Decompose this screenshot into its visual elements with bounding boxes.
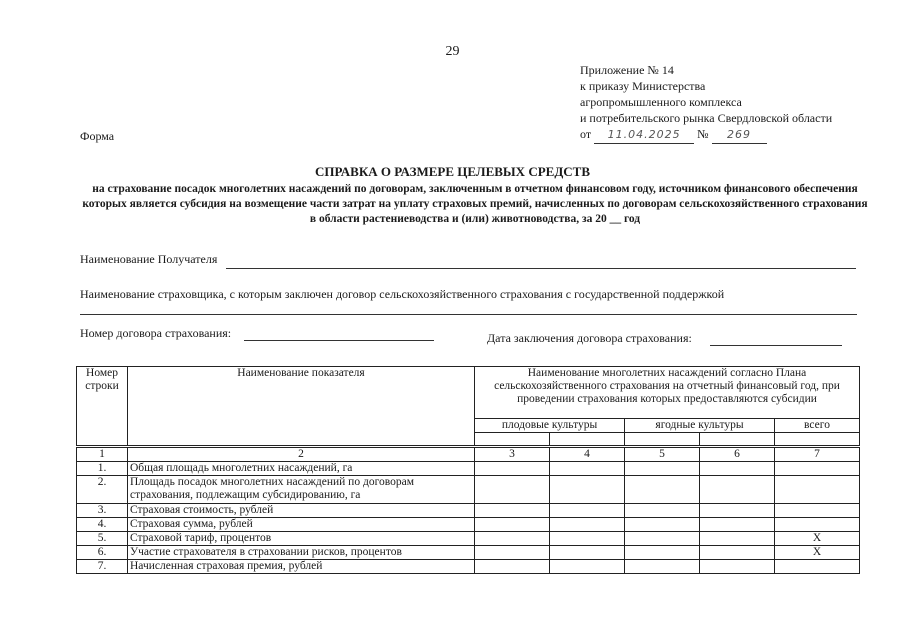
table-cell[interactable] [625,560,700,574]
row-number: 1. [77,462,128,476]
row-label: Страховой тариф, процентов [128,532,475,546]
row-number: 6. [77,546,128,560]
table-cell[interactable]: X [775,532,860,546]
table-cell[interactable] [625,518,700,532]
table-cell[interactable] [700,462,775,476]
header-total: всего [775,419,860,433]
table-cell[interactable] [700,560,775,574]
row-label: Общая площадь многолетних насаждений, га [128,462,475,476]
table-row [77,462,860,476]
appendix-line-1: Приложение № 14 [580,63,674,77]
col-number: 5 [625,447,700,462]
table-row [77,560,860,574]
header-fruit: плодовые культуры [475,419,625,433]
row-label: Страховая сумма, рублей [128,518,475,532]
col-number: 2 [128,447,475,462]
header-berry: ягодные культуры [625,419,775,433]
table-cell[interactable] [775,476,860,504]
appendix-block [580,62,832,144]
col-number: 3 [475,447,550,462]
table-cell[interactable] [550,518,625,532]
appendix-line-3: агропромышленного комплекса [580,95,742,109]
header-blank [700,433,775,447]
table-row [77,518,860,532]
contract-number-label: Номер договора страхования: [80,326,232,340]
table-cell[interactable] [700,546,775,560]
table-cell[interactable] [775,518,860,532]
header-blank [625,433,700,447]
table-cell[interactable] [475,560,550,574]
column-number-row [77,447,860,462]
table-cell[interactable] [475,518,550,532]
header-blank [775,433,860,447]
table-cell[interactable] [775,462,860,476]
insurer-input[interactable] [80,314,857,315]
contract-date-label: Дата заключения договора страхования: [487,331,692,345]
form-label: Форма [80,129,115,143]
header-indicator: Наименование показателя [128,367,475,447]
table-row [77,546,860,560]
header-row-number: Номер строки [77,367,128,447]
row-number: 3. [77,504,128,518]
table-cell[interactable] [625,504,700,518]
table-cell[interactable] [550,504,625,518]
row-number: 7. [77,560,128,574]
handwritten-date: 11.04.2025 [607,128,681,141]
table-cell[interactable] [700,518,775,532]
row-label: Начисленная страховая премия, рублей [128,560,475,574]
table-row [77,476,860,504]
row-number: 4. [77,518,128,532]
table-cell[interactable] [475,546,550,560]
appendix-line-4: и потребительского рынка Свердловской области [580,111,833,125]
document-subtitle: на страхование посадок многолетних насаждений по договорам, заключенным в отчетном финансовом году, источником финансового обеспечения которых является субсидия на возмещение части затрат на уплату страховых премий, начисленных по договорам сельскохозяйственного страхования в области растениеводства и (или) животноводства, за 20 __ год [82,183,868,225]
recipient-input[interactable] [226,268,856,269]
handwritten-number: 269 [727,128,752,141]
subsidy-table [76,366,860,574]
table-row [77,504,860,518]
col-number: 1 [77,447,128,462]
table-cell[interactable] [775,504,860,518]
col-number: 6 [700,447,775,462]
date-prefix: от [580,127,592,141]
table-cell[interactable] [625,546,700,560]
table-cell[interactable] [475,504,550,518]
header-blank [550,433,625,447]
table-cell[interactable] [550,476,625,504]
document-title: СПРАВКА О РАЗМЕРЕ ЦЕЛЕВЫХ СРЕДСТВ [315,164,590,179]
appendix-line-2: к приказу Министерства [580,79,706,93]
table-cell[interactable] [550,546,625,560]
col-number: 4 [550,447,625,462]
table-cell[interactable] [775,560,860,574]
table-cell[interactable] [550,462,625,476]
table-cell[interactable] [625,476,700,504]
recipient-label: Наименование Получателя [80,252,218,266]
table-cell[interactable]: X [775,546,860,560]
appendix-date-line [580,126,832,144]
table-cell[interactable] [550,560,625,574]
table-row [77,532,860,546]
number-sign: № [697,127,709,141]
table-cell[interactable] [475,532,550,546]
table-cell[interactable] [625,462,700,476]
header-plantings: Наименование многолетних насаждений согласно Плана сельскохозяйственного страхования на отчетный финансовый год, при проведении страхования которых предоставляются субсидии [475,367,860,419]
contract-date-input[interactable] [710,345,842,346]
table-cell[interactable] [475,462,550,476]
col-number: 7 [775,447,860,462]
row-label: Участие страхователя в страховании рисков, процентов [128,546,475,560]
table-cell[interactable] [700,476,775,504]
header-blank [475,433,550,447]
table-cell[interactable] [700,504,775,518]
insurer-label: Наименование страховщика, с которым заключен договор сельскохозяйственного страхования с государственной поддержкой [80,287,725,301]
row-label: Площадь посадок многолетних насаждений по договорам страхования, подлежащим субсидированию, га [128,476,475,504]
row-number: 5. [77,532,128,546]
row-number: 2. [77,476,128,504]
table-cell[interactable] [625,532,700,546]
contract-number-input[interactable] [244,340,434,341]
table-cell[interactable] [550,532,625,546]
table-cell[interactable] [700,532,775,546]
page-number: 29 [445,44,460,59]
row-label: Страховая стоимость, рублей [128,504,475,518]
table-cell[interactable] [475,476,550,504]
